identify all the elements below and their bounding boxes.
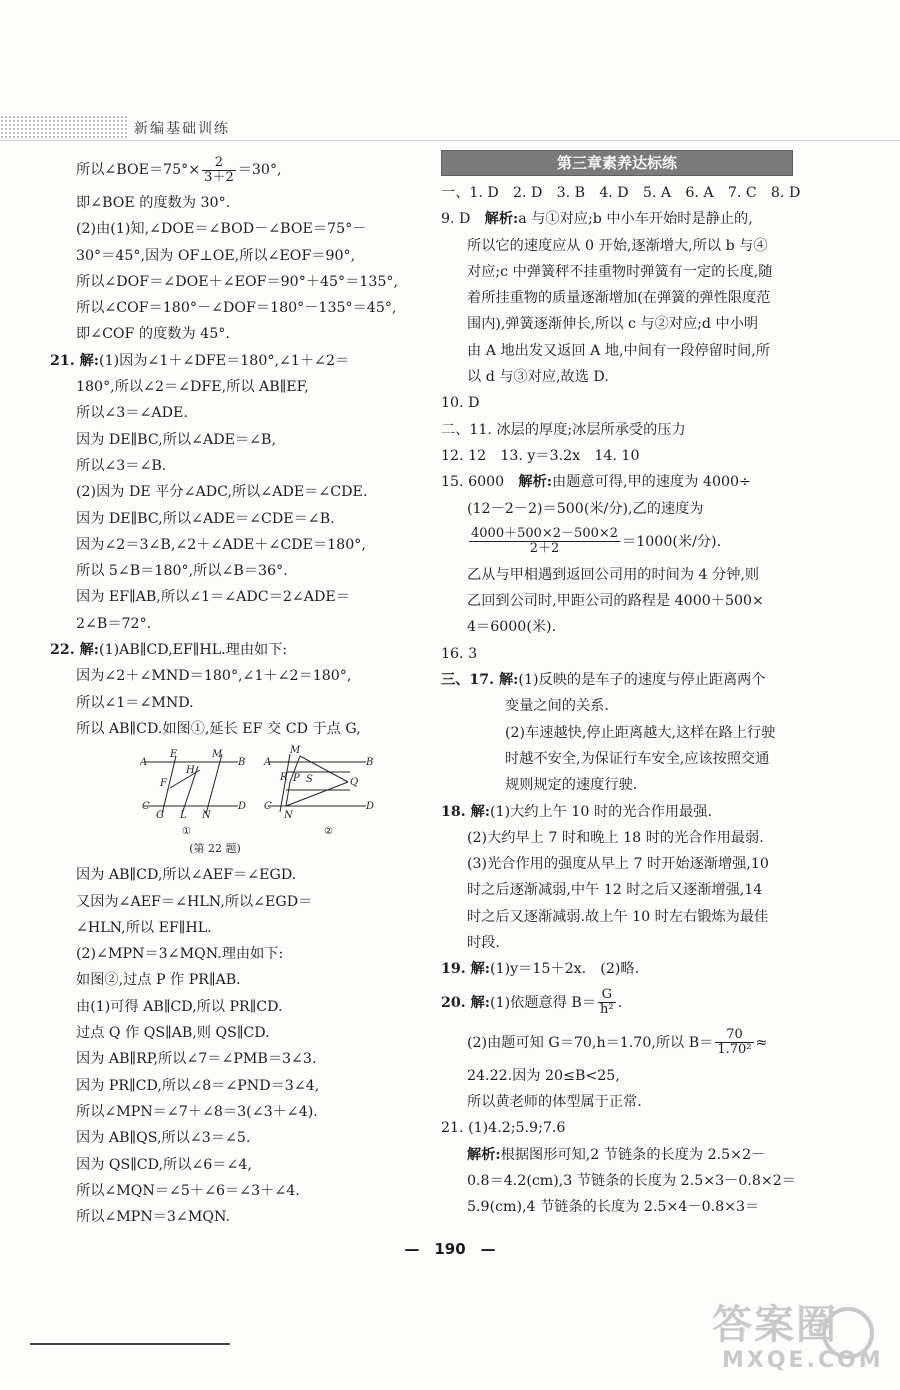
svg-text:L: L [180, 810, 187, 822]
header-rule [0, 140, 900, 141]
text-line: (2)车速越快,停止距离越大,这样在路上行驶 [505, 724, 776, 741]
text-line: 变量之间的关系. [505, 698, 609, 715]
analysis-label: 解析: [484, 211, 519, 228]
text-line: 30°＝45°,因为 OF⊥OE,所以∠EOF＝90°, [76, 247, 356, 264]
text-line: 即∠BOE 的度数为 30°. [76, 195, 231, 211]
text-line: 过点 Q 作 QS∥AB,则 QS∥CD. [76, 1025, 270, 1042]
parallel-lines-diagram [140, 742, 380, 840]
text-line: ∠HLN,所以 EF∥HL. [76, 919, 212, 936]
question-number: 19. 解: [441, 961, 491, 978]
text-line: (2)大约早上 7 时和晚上 18 时的光合作用最弱. [467, 829, 764, 846]
svg-text:M: M [212, 749, 223, 761]
text-line: 即∠COF 的度数为 45°. [76, 326, 230, 343]
fraction-denominator: 2＋2 [529, 541, 560, 557]
question-line [50, 348, 410, 374]
geometry-figure [50, 742, 410, 840]
svg-text:G: G [156, 810, 164, 822]
fraction-numerator: G [598, 988, 616, 1003]
fraction [469, 527, 620, 556]
svg-text:N: N [202, 810, 211, 822]
svg-text:H: H [186, 765, 195, 777]
text-line: 围内),弹簧逐渐伸长,所以 c 与②对应;d 中小明 [467, 316, 759, 333]
text-line: 所以黄老师的体型属于正常. [467, 1093, 642, 1110]
fraction-denominator: 1.70² [717, 1042, 752, 1058]
text-line: 所以∠COF＝180°－∠DOF＝180°－135°＝45°, [76, 300, 397, 317]
text-line: 5.9(cm),4 节链条的长度为 2.5×4－0.8×3＝ [467, 1199, 760, 1216]
text-segment: 所以∠BOE＝75°× [76, 162, 201, 178]
text-segment: . [617, 994, 623, 1011]
text-segment: 由题意可得,甲的速度为 4000÷ [552, 474, 751, 491]
left-column [50, 150, 410, 1230]
text-line: 21. (1)4.2;5.9;7.6 [441, 1120, 566, 1137]
watermark-text: 答案圈 [712, 1302, 838, 1348]
fraction [202, 156, 236, 185]
text-line: 因为 QS∥CD,所以∠6＝∠4, [76, 1156, 252, 1173]
question-number: 20. 解: [441, 994, 491, 1011]
svg-text:R: R [280, 772, 288, 784]
svg-text:A: A [140, 757, 148, 769]
text-line: 因为 EF∥AB,所以∠1＝∠ADC＝2∠ADE＝ [76, 589, 350, 606]
text-line: 如图②,过点 P 作 PR∥AB. [76, 972, 241, 989]
svg-text:S: S [306, 774, 313, 786]
svg-text:F: F [160, 778, 167, 790]
text-line: 10. D [441, 395, 480, 412]
text-line: 所以∠3＝∠ADE. [76, 405, 188, 422]
text-line: 4＝6000(米). [467, 619, 557, 636]
page-number: — 190 — [404, 1240, 496, 1258]
text-line: 由 A 地出发又返回 A 地,中间有一段停留时间,所 [467, 342, 770, 359]
header-dot-pattern [0, 115, 128, 139]
svg-text:C: C [142, 801, 150, 813]
text-line: 因为∠2＋∠MND＝180°,∠1＋∠2＝180°, [76, 668, 352, 685]
page-number-value: 190 [434, 1240, 466, 1258]
text-line: 因为 AB∥RP,所以∠7＝∠PMB＝3∠3. [76, 1051, 317, 1068]
question-line [441, 206, 801, 232]
svg-text:N: N [284, 810, 293, 822]
question-line [441, 983, 801, 1023]
question-line [441, 799, 801, 825]
text-line: 因为 DE∥BC,所以∠ADE＝∠CDE＝∠B. [76, 510, 335, 527]
watermark-logo [712, 1303, 892, 1383]
analysis-label: 解析: [467, 1146, 501, 1163]
text-line: 又因为∠AEF＝∠HLN,所以∠EGD＝ [76, 893, 313, 910]
svg-text:B: B [238, 757, 246, 769]
text-line: (2)由(1)知,∠DOE＝∠BOD－∠BOE＝75°－ [76, 221, 367, 238]
text-line: 所以∠MPN＝∠7＋∠8＝3(∠3＋∠4). [76, 1103, 318, 1120]
text-line [441, 1142, 801, 1168]
question-line [441, 956, 801, 982]
svg-text:A: A [264, 757, 272, 769]
text-segment: (1)因为∠1＋∠DFE＝180°,∠1＋∠2＝ [99, 352, 350, 369]
text-line: 乙回到公司时,甲距公司的路程是 4000＋500× [467, 593, 764, 610]
fraction-denominator: h² [600, 1002, 614, 1018]
text-line: 16. 3 [441, 645, 478, 662]
svg-text:D: D [238, 801, 247, 813]
text-line: 时之后逐渐减弱,中午 12 时之后又逐渐增强,14 [467, 882, 763, 899]
svg-text:B: B [366, 757, 374, 769]
text-line: (3)光合作用的强度从早上 7 时开始逐渐增强,10 [467, 856, 769, 873]
svg-text:C: C [264, 801, 272, 813]
text-line [50, 150, 410, 190]
analysis-label: 解析: [518, 474, 553, 491]
text-line: 着所挂重物的质量逐渐增加(在弹簧的弹性限度范 [467, 290, 771, 307]
text-line: 0.8＝4.2(cm),3 节链条的长度为 2.5×3－0.8×2＝ [467, 1172, 796, 1189]
figure-1-marker: ① [182, 826, 191, 838]
text-line: 时越不安全,为保证行车安全,应该按照交通 [505, 750, 770, 767]
text-line: 以 d 与③对应,故选 D. [467, 369, 609, 386]
text-segment: ＝1000(米/分). [622, 533, 722, 550]
text-line: 因为 AB∥QS,所以∠3＝∠5. [76, 1130, 251, 1147]
text-segment: (1)大约上午 10 时的光合作用最强. [490, 803, 712, 820]
text-line: 2∠B＝72°. [76, 615, 152, 632]
text-segment: (1)反映的是车子的速度与停止距离两个 [518, 672, 766, 689]
text-line: 所以∠MPN＝3∠MQN. [76, 1209, 231, 1226]
text-line: 所以∠1＝∠MND. [76, 694, 194, 711]
text-line [441, 1023, 801, 1063]
text-line: 乙从与甲相遇到返回公司用的时间为 4 分钟,则 [467, 566, 760, 583]
text-segment: 根据图形可知,2 节链条的长度为 2.5×2－ [500, 1146, 766, 1163]
text-segment: (1)AB∥CD,EF∥HL.理由如下: [99, 642, 288, 659]
text-line: 24.22.因为 20≤B<25, [467, 1067, 620, 1084]
question-line [441, 667, 801, 693]
text-line: 12. 12 13. y＝3.2x 14. 10 [441, 447, 640, 464]
fraction-numerator: 2 [202, 156, 236, 171]
figure-caption: (第 22 题) [189, 842, 241, 856]
text-line: (2)∠MPN＝3∠MQN.理由如下: [76, 946, 284, 963]
text-segment: ≈ [755, 1034, 768, 1051]
fraction [598, 988, 616, 1017]
svg-text:E: E [170, 749, 178, 761]
question-number: 9. D [441, 211, 471, 228]
text-line: 时段. [467, 935, 500, 952]
svg-text:P: P [293, 773, 300, 785]
text-line: (12－2－2)＝500(米/分),乙的速度为 [467, 500, 704, 517]
svg-text:M: M [290, 745, 301, 757]
text-line: 规则规定的速度行驶. [505, 777, 638, 794]
text-line: 对应;c 中弹簧秤不挂重物时弹簧有一定的长度,随 [467, 263, 773, 280]
svg-text:Q: Q [350, 777, 359, 789]
question-number: 15. 6000 [441, 474, 505, 491]
text-line: 所以 5∠B＝180°,所以∠B＝36°. [76, 563, 288, 580]
text-line: (2)因为 DE 平分∠ADC,所以∠ADE＝∠CDE. [76, 484, 368, 501]
question-number: 22. 解: [50, 642, 100, 659]
question-line [50, 637, 410, 663]
text-line: 因为 AB∥CD,所以∠AEF＝∠EGD. [76, 867, 297, 884]
watermark-circle [822, 1307, 874, 1359]
book-title: 新编基础训练 [134, 121, 230, 137]
text-line: 所以它的速度应从 0 开始,逐渐增大,所以 b 与④ [467, 237, 768, 254]
text-segment: (1)依题意得 B＝ [490, 994, 597, 1011]
text-line: 因为∠2＝3∠B,∠2＋∠ADE＋∠CDE＝180°, [76, 536, 366, 553]
fraction-denominator: 3＋2 [204, 169, 234, 185]
text-line: 所以∠MQN＝∠5＋∠6＝∠3＋∠4. [76, 1182, 300, 1199]
text-segment: ＝30°, [237, 162, 282, 178]
section-title: 第三章素养达标练 [441, 150, 793, 176]
question-number: 18. 解: [441, 803, 491, 820]
question-line [441, 469, 801, 495]
text-line: 所以∠3＝∠B. [76, 457, 167, 474]
text-line: 因为 DE∥BC,所以∠ADE＝∠B, [76, 431, 276, 448]
text-line: 一、1. D 2. D 3. B 4. D 5. A 6. A 7. C 8. D [441, 185, 801, 201]
fraction [715, 1028, 753, 1057]
text-segment: (2)由题可知 G＝70,h＝1.70,所以 B＝ [467, 1034, 714, 1051]
fraction-numerator: 4000＋500×2－500×2 [471, 526, 619, 542]
text-segment: (1)y＝15＋2x. (2)略. [490, 961, 640, 978]
text-segment: a 与①对应;b 中小车开始时是静止的, [518, 211, 753, 228]
footer-rule [30, 1343, 230, 1345]
right-column [441, 150, 801, 1220]
text-line: 所以 AB∥CD.如图①,延长 EF 交 CD 于点 G, [76, 720, 361, 737]
watermark-url: MXQE.COM [722, 1348, 884, 1373]
text-line: 时之后又逐渐减弱.故上午 10 时左右锻炼为最佳 [467, 908, 769, 925]
question-number: 21. 解: [50, 352, 100, 369]
text-line: 由(1)可得 AB∥CD,所以 PR∥CD. [76, 998, 283, 1015]
text-line: 二、11. 冰层的厚度;冰层所承受的压力 [441, 421, 686, 438]
question-number: 三、17. 解: [441, 672, 519, 689]
text-line: 180°,所以∠2＝∠DFE,所以 AB∥EF, [76, 379, 309, 396]
figure-2-marker: ② [324, 826, 333, 838]
text-line [441, 522, 801, 562]
svg-text:D: D [366, 801, 375, 813]
fraction-numerator: 70 [715, 1028, 753, 1043]
text-line: 因为 PR∥CD,所以∠8＝∠PND＝3∠4, [76, 1077, 320, 1094]
text-line: 所以∠DOF＝∠DOE＋∠EOF＝90°＋45°＝135°, [76, 273, 398, 290]
